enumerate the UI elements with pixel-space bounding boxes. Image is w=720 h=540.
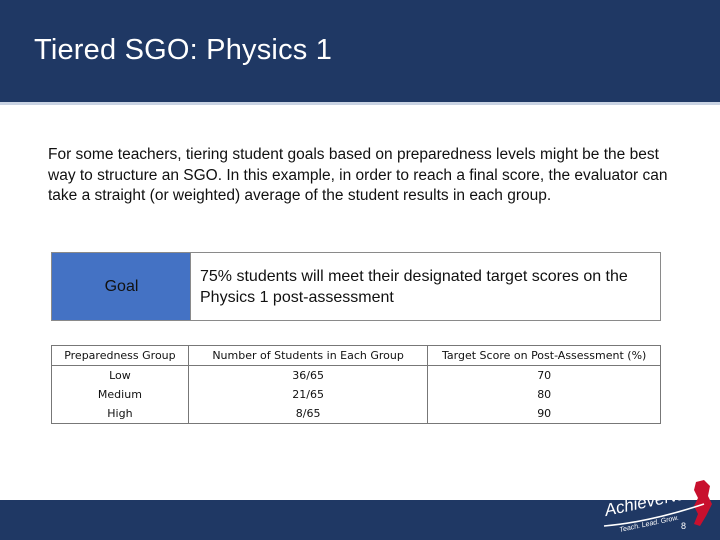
goal-label: Goal: [104, 278, 139, 295]
cell-students: 8/65: [188, 404, 428, 424]
new-jersey-shape-icon: [694, 480, 712, 526]
tier-table: [51, 345, 661, 424]
achievenj-logo: [600, 470, 720, 540]
cell-target: 90: [428, 404, 661, 424]
header-preparedness-group: Preparedness Group: [52, 346, 189, 366]
logo-wordmark: AchieveNJ: [602, 484, 687, 520]
cell-students: 36/65: [188, 366, 428, 386]
cell-group: Low: [52, 366, 189, 386]
table-row: [52, 404, 661, 424]
title-divider: [0, 102, 720, 105]
table-row: [52, 366, 661, 386]
table-header-row: [52, 346, 661, 366]
cell-target: 80: [428, 385, 661, 404]
header-number-of-students: Number of Students in Each Group: [188, 346, 428, 366]
table-row: [52, 385, 661, 404]
logo-tagline: Teach. Lead. Grow.: [618, 514, 680, 534]
slide-title: Tiered SGO: Physics 1: [34, 34, 333, 66]
goal-box: [51, 252, 661, 321]
cell-group: Medium: [52, 385, 189, 404]
goal-label-cell: [52, 253, 191, 320]
slide-number: 8: [681, 521, 687, 531]
cell-group: High: [52, 404, 189, 424]
intro-paragraph: For some teachers, tiering student goals based on preparedness levels might be the best way to structure an SGO. In this example, in order to reach a final score, the evaluator can take a straight (or weighted) average of the student results in each group.: [48, 146, 668, 204]
cell-target: 70: [428, 366, 661, 386]
title-bar: [0, 0, 720, 102]
cell-students: 21/65: [188, 385, 428, 404]
header-target-score: Target Score on Post-Assessment (%): [428, 346, 661, 366]
goal-statement: 75% students will meet their designated target scores on the Physics 1 post-assessment: [200, 268, 628, 306]
